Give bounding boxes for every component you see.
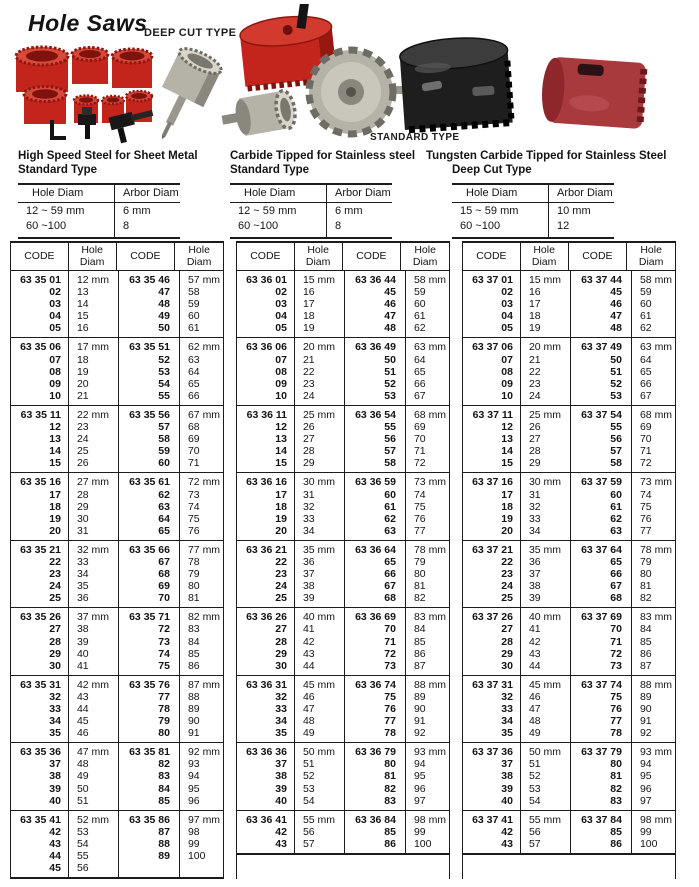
hole-diam-cell: 92 mm 93 94 95 96 [187,746,221,807]
code-cell: 63 36 54 55 56 57 58 [345,406,406,472]
table-body [237,271,449,855]
code-cell: 63 36 01 02 03 04 05 [237,271,295,337]
spec-col-header: Arbor Diam [326,185,392,203]
code-cell: 63 37 01 02 03 04 05 [463,271,521,337]
hole-diam-cell: 97 mm 98 99 100 [187,813,221,863]
code-group-row [11,338,223,405]
spec-col-header: Arbor Diam [548,185,614,203]
code-cell: 63 35 81 82 83 84 85 [119,743,180,809]
page-title: Hole Saws [28,10,148,36]
code-cell: 63 36 21 22 23 24 25 [237,541,295,607]
spec-cell: 8 [114,218,180,237]
code-cell: 63 35 31 32 33 34 35 [11,676,69,742]
hole-diam-cell: 12 mm 13 14 15 16 [69,271,119,337]
spec-cell: 15 ~ 59 mm [460,205,519,217]
table-body [463,271,675,855]
code-group-row [463,608,675,675]
code-cell: 63 37 49 50 51 52 53 [571,338,632,404]
hole-diam-cell: 17 mm 18 19 20 21 [69,338,119,404]
table-header-row [237,241,449,271]
hole-diam-cell: 42 mm 43 44 45 46 [69,676,119,742]
spec-col-header: Hole Diam [230,185,326,203]
hole-diam-cell: 83 mm 84 85 86 87 [413,611,447,672]
hole-diam-cell: 77 mm 78 79 80 81 [187,543,221,605]
hole-diam-cell: 15 mm 16 17 18 19 [295,271,345,337]
spec-cell: 10 mm [548,203,614,218]
hole-diam-cell: 72 mm 73 74 75 76 [187,476,221,537]
hole-diam-cell: 35 mm 36 37 38 39 [521,541,571,607]
code-cell: 63 36 31 32 33 34 35 [237,676,295,742]
hole-diam-cell: 68 mm 69 70 71 72 [639,408,673,470]
deep-cut-type-label: DEEP CUT TYPE [144,27,237,39]
hole-diam-cell: 82 mm 83 84 85 86 [187,611,221,672]
black-hole-saw-image [392,30,530,142]
code-group-row [11,743,223,810]
code-cell: 63 36 74 75 76 77 78 [345,676,406,742]
spec-cell: 12 ~ 59 mm [26,205,85,217]
hole-diam-cell: 98 mm 99 100 [413,813,447,850]
code-cell: 63 36 11 12 13 14 15 [237,406,295,472]
code-column-header: CODE [343,243,402,270]
hole-diam-cell: 87 mm 88 89 90 91 [187,678,221,740]
code-group-row [463,811,675,855]
code-cell: 63 37 64 65 66 67 68 [571,541,632,607]
hole-diam-cell: 35 mm 36 37 38 39 [295,541,345,607]
code-table-tct [462,241,676,879]
code-cell: 63 35 26 27 28 29 30 [11,608,69,674]
hole-diam-cell: 25 mm 26 27 28 29 [295,406,345,472]
hole-diam-cell: 20 mm 21 22 23 24 [521,338,571,404]
code-group-row [11,406,223,473]
code-cell: 63 36 69 70 71 72 73 [345,608,406,674]
spec-cell: 12 [548,218,614,237]
hole-diam-cell: 45 mm 46 47 48 49 [521,676,571,742]
code-cell: 63 35 11 12 13 14 15 [11,406,69,472]
code-cell: 63 37 59 60 61 62 63 [571,473,632,539]
code-cell: 63 37 79 80 81 82 83 [571,743,632,809]
code-cell: 63 35 01 02 03 04 05 [11,271,69,337]
code-cell: 63 35 66 67 68 69 70 [119,541,180,607]
hole-diam-cell: 55 mm 56 57 [521,811,571,853]
hole-diam-column-header: Hole Diam [638,244,664,268]
code-group-row [237,473,449,540]
spec-table [230,183,392,239]
hole-diam-cell: 73 mm 74 75 76 77 [413,476,447,537]
spec-cell: 60 ~100 [238,220,279,232]
code-group-row [11,811,223,879]
hole-diam-cell: 30 mm 31 32 33 34 [295,473,345,539]
code-cell: 63 37 31 32 33 34 35 [463,676,521,742]
code-cell: 63 37 44 45 46 47 48 [571,271,632,337]
code-cell: 63 35 36 37 38 39 40 [11,743,69,809]
code-column-header: CODE [237,243,295,270]
code-cell: 63 35 41 42 43 44 45 [11,811,69,877]
section-tct [426,149,696,239]
hole-diam-cell: 30 mm 31 32 33 34 [521,473,571,539]
hole-diam-cell: 67 mm 68 69 70 71 [187,408,221,470]
code-group-row [237,271,449,338]
code-cell: 63 36 44 45 46 47 48 [345,271,406,337]
code-cell: 63 35 86 87 88 89 [119,811,180,877]
hole-diam-cell: 27 mm 28 29 30 31 [69,473,119,539]
code-cell: 63 37 26 27 28 29 30 [463,608,521,674]
code-cell: 63 37 41 42 43 [463,811,521,853]
code-group-row [237,743,449,810]
code-cell: 63 36 84 85 86 [345,811,406,853]
hole-diam-cell: 15 mm 16 17 18 19 [521,271,571,337]
section-title: Tungsten Carbide Tipped for Stainless Steel [426,150,667,162]
code-cell: 63 37 11 12 13 14 15 [463,406,521,472]
code-group-row [11,676,223,743]
code-group-row [463,473,675,540]
code-cell: 63 36 79 80 81 82 83 [345,743,406,809]
code-group-row [11,541,223,608]
hole-diam-cell: 73 mm 74 75 76 77 [639,476,673,537]
table-header-row [11,241,223,271]
section-subtitle: Deep Cut Type [452,164,532,176]
hole-diam-cell: 93 mm 94 95 96 97 [639,746,673,807]
table-body [11,271,223,879]
code-column-header: CODE [11,243,69,270]
spec-col-header: Hole Diam [18,185,114,203]
section-hss [18,149,224,239]
hole-diam-cell: 68 mm 69 70 71 72 [413,408,447,470]
hole-diam-cell: 22 mm 23 24 25 26 [69,406,119,472]
code-tables [10,241,676,879]
code-cell: 63 37 06 07 08 09 10 [463,338,521,404]
code-cell: 63 37 16 17 18 19 20 [463,473,521,539]
spec-table [452,183,614,239]
spec-cell: 12 ~ 59 mm [238,205,297,217]
code-group-row [237,406,449,473]
code-group-row [463,338,675,405]
code-table-hss [10,241,224,879]
hole-diam-cell: 93 mm 94 95 96 97 [413,746,447,807]
code-cell: 63 35 51 52 53 54 55 [119,338,180,404]
hole-diam-cell: 37 mm 38 39 40 41 [69,608,119,674]
code-cell: 63 37 69 70 71 72 73 [571,608,632,674]
spec-cell: 60 ~100 [460,220,501,232]
code-cell: 63 36 06 07 08 09 10 [237,338,295,404]
deep-cut-hole-saw-image [142,38,232,145]
spec-cell: 8 [326,218,392,237]
code-cell: 63 37 21 22 23 24 25 [463,541,521,607]
spec-col-header: Hole Diam [452,185,548,203]
code-cell: 63 37 74 75 76 77 78 [571,676,632,742]
bimetal-hole-saw-image [538,52,660,136]
code-group-row [237,811,449,855]
spec-col-header: Arbor Diam [114,185,180,203]
code-cell: 63 35 46 47 48 49 50 [119,271,180,337]
code-column-header: CODE [117,243,176,270]
code-cell: 63 36 64 65 66 67 68 [345,541,406,607]
hole-diam-cell: 40 mm 41 42 43 44 [521,608,571,674]
code-cell: 63 36 41 42 43 [237,811,295,853]
hole-diam-cell: 57 mm 58 59 60 61 [187,274,221,335]
spec-cell: 6 mm [114,203,180,218]
section-title: High Speed Steel for Sheet Metal [18,150,198,162]
code-cell: 63 35 21 22 23 24 25 [11,541,69,607]
hole-diam-cell: 25 mm 26 27 28 29 [521,406,571,472]
hole-diam-cell: 63 mm 64 65 66 67 [639,341,673,402]
hole-diam-cell: 98 mm 99 100 [639,813,673,850]
spec-table [18,183,180,239]
hole-diam-cell: 88 mm 89 90 91 92 [639,678,673,740]
spec-cell: 6 mm [326,203,392,218]
hole-diam-cell: 20 mm 21 22 23 24 [295,338,345,404]
code-cell: 63 36 59 60 61 62 63 [345,473,406,539]
hole-diam-cell: 63 mm 64 65 66 67 [413,341,447,402]
code-group-row [11,271,223,338]
hole-diam-column-header: Hole Diam [521,243,569,270]
hole-diam-cell: 58 mm 59 60 61 62 [413,274,447,335]
code-cell: 63 36 49 50 51 52 53 [345,338,406,404]
hole-diam-cell: 52 mm 53 54 55 56 [69,811,119,877]
hole-diam-cell: 62 mm 63 64 65 66 [187,341,221,402]
section-subtitle: Standard Type [230,164,310,176]
code-cell: 63 35 16 17 18 19 20 [11,473,69,539]
hole-diam-column-header: Hole Diam [295,243,343,270]
hole-diam-cell: 32 mm 33 34 35 36 [69,541,119,607]
hole-diam-cell: 88 mm 89 90 91 92 [413,678,447,740]
code-group-row [463,743,675,810]
hole-diam-cell: 55 mm 56 57 [295,811,345,853]
hole-diam-cell: 40 mm 41 42 43 44 [295,608,345,674]
code-cell: 63 37 54 55 56 57 58 [571,406,632,472]
code-cell: 63 35 56 57 58 59 60 [119,406,180,472]
code-group-row [463,406,675,473]
hole-diam-column-header: Hole Diam [69,243,117,270]
section-carbide [230,149,445,239]
hole-diam-cell: 50 mm 51 52 53 54 [521,743,571,809]
hole-diam-column-header: Hole Diam [412,244,438,268]
hole-diam-cell: 47 mm 48 49 50 51 [69,743,119,809]
code-group-row [237,608,449,675]
hole-diam-cell: 50 mm 51 52 53 54 [295,743,345,809]
hole-diam-column-header: Hole Diam [186,244,212,268]
hole-diam-cell: 83 mm 84 85 86 87 [639,611,673,672]
hole-diam-cell: 45 mm 46 47 48 49 [295,676,345,742]
section-title: Carbide Tipped for Stainless steel [230,150,416,162]
code-group-row [11,608,223,675]
spec-cell: 60 ~100 [26,220,67,232]
table-header-row [463,241,675,271]
code-group-row [237,338,449,405]
code-group-row [463,541,675,608]
hole-diam-cell: 78 mm 79 80 81 82 [413,543,447,605]
code-group-row [237,676,449,743]
code-cell: 63 36 26 27 28 29 30 [237,608,295,674]
code-cell: 63 35 71 72 73 74 75 [119,608,180,674]
code-group-row [463,676,675,743]
code-group-row [237,541,449,608]
code-cell: 63 35 61 62 63 64 65 [119,473,180,539]
code-cell: 63 35 06 07 08 09 10 [11,338,69,404]
code-group-row [463,271,675,338]
code-cell: 63 36 36 37 38 39 40 [237,743,295,809]
code-cell: 63 36 16 17 18 19 20 [237,473,295,539]
code-column-header: CODE [463,243,521,270]
hole-diam-cell: 78 mm 79 80 81 82 [639,543,673,605]
code-table-carbide [236,241,450,879]
standard-type-label: STANDARD TYPE [370,132,460,143]
code-cell: 63 35 76 77 78 79 80 [119,676,180,742]
code-group-row [11,473,223,540]
code-column-header: CODE [569,243,628,270]
section-subtitle: Standard Type [18,164,98,176]
code-cell: 63 37 84 85 86 [571,811,632,853]
code-cell: 63 37 36 37 38 39 40 [463,743,521,809]
hole-diam-cell: 58 mm 59 60 61 62 [639,274,673,335]
